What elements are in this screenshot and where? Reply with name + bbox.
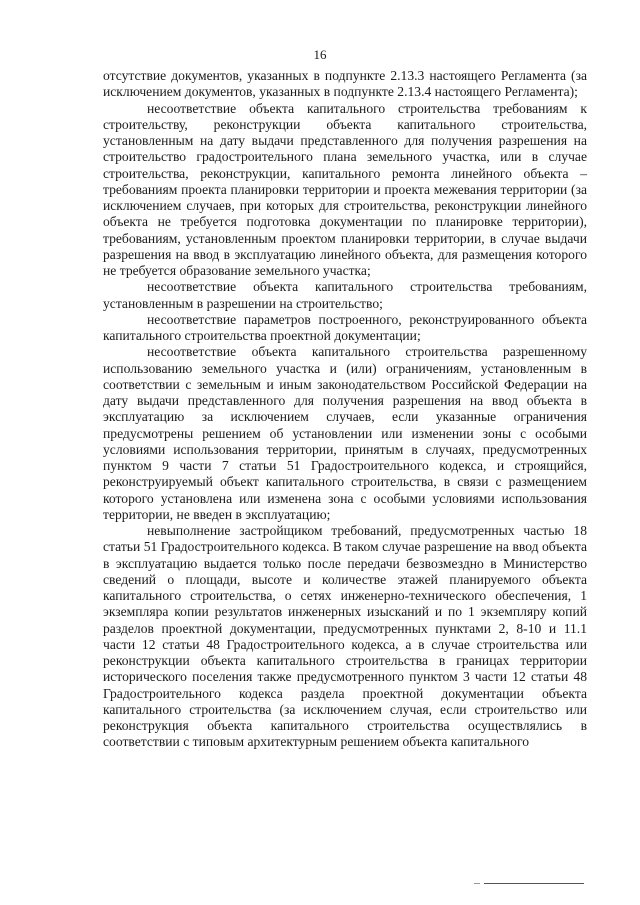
page-number: 16 [313,47,327,62]
paragraph: несоответствие объекта капитального строительства разрешенному использованию земельного участка и (или) ограничениям, установленным в соответствии с земельным и иным законодательством Российской Федерации на дату выдачи представленного для получения разрешения на ввод объекта в эксплуатацию за исключением случаев, если указанные ограничения предусмотрены решением об установлении или изменении зоны с особыми условиями использования территории, принятым в случаях, предусмотренных пунктом 9 части 7 статьи 51 Градостроительного кодекса, и строящийся, реконструируемый объект капитального строительства, в связи с размещением которого установлена или изменена зона с особыми условиями использования территории, не введен в эксплуатацию; [103,344,587,522]
paragraph: несоответствие объекта капитального строительства требованиям к строительству, реконструкции объекта капитального строительства, установленным на дату выдачи представленного для получения разрешения на строительство градостроительного плана земельного участка, или в случае строительства, реконструкции, капитального ремонта линейного объекта – требованиям проекта планировки территории и проекта межевания территории (за исключением случаев, при которых для строительства, реконструкции линейного объекта не требуется подготовка документации по планировке территории), требованиям, установленным проектом планировки территории, в случае выдачи разрешения на ввод в эксплуатацию линейного объекта, для размещения которого не требуется образование земельного участка; [103,100,587,278]
footer-rule [484,883,584,884]
document-body [103,68,587,751]
paragraph: несоответствие параметров построенного, реконструированного объекта капитального строительства проектной документации; [103,311,587,343]
paragraph: несоответствие объекта капитального строительства требованиям, установленным в разрешении на строительство; [103,279,587,311]
paragraph: отсутствие документов, указанных в подпункте 2.13.3 настоящего Регламента (за исключением документов, указанных в подпункте 2.13.4 настоящего Регламента); [103,68,587,100]
paragraph: невыполнение застройщиком требований, предусмотренных частью 18 статьи 51 Градостроительного кодекса. В таком случае разрешение на ввод объекта в эксплуатацию выдается только после передачи безвозмездно в Министерство сведений о площади, высоте и количестве этажей планируемого объекта капитального строительства, о сетях инженерно-технического обеспечения, 1 экземпляра копии результатов инженерных изысканий и по 1 экземпляру копий разделов проектной документации, предусмотренных пунктами 2, 8-10 и 11.1 части 12 статьи 48 Градостроительного кодекса, а в случае строительства или реконструкции объекта капитального строительства в границах территории исторического поселения также предусмотренного пунктом 3 части 12 статьи 48 Градостроительного кодекса раздела проектной документации объекта капитального строительства (за исключением случая, если строительство или реконструкция объекта капитального строительства осуществлялись в соответствии с типовым архитектурным решением объекта капитального [103,523,587,750]
